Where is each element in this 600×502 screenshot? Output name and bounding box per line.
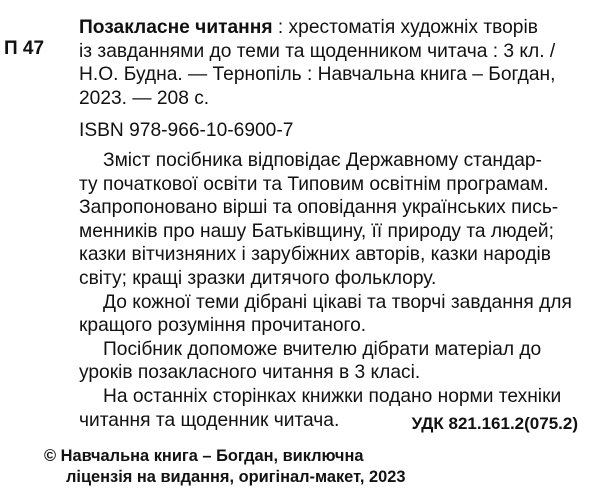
bibliographic-line-1	[79, 16, 579, 40]
abstract-line: Запропоновано вірші та оповідання українських пись-	[79, 197, 559, 219]
abstract-line: уроків позакласного читання в 3 класі.	[79, 362, 421, 384]
bibliographic-line-4: 2023. — 208 с.	[79, 87, 210, 109]
copyright-notice	[44, 446, 464, 487]
abstract-line: світу; кращі зразки дитячого фольклору.	[79, 267, 437, 289]
book-title: Позакласне читання	[79, 17, 273, 38]
abstract	[79, 149, 579, 432]
bibliographic-line-2: із завданнями до теми та щоденником читача : 3 кл. /	[79, 40, 556, 62]
abstract-line: Зміст посібника відповідає Державному стандар-	[103, 150, 542, 171]
abstract-line: Посібник допоможе вчителю дібрати матеріал до	[103, 338, 542, 360]
copyright-line-1: © Навчальна книга – Богдан, виключна	[44, 447, 364, 465]
abstract-line: читання та щоденник читача.	[79, 409, 340, 431]
catalog-code: П 47	[4, 38, 45, 59]
book-subtitle: : хрестоматія художніх творів	[272, 17, 538, 38]
bibliographic-line-3: Н.О. Будна. — Тернопіль : Навчальна книга – Богдан,	[79, 64, 556, 86]
bibliographic-description	[79, 16, 579, 110]
abstract-line: На останніх сторінках книжки подано норми техніки	[103, 385, 562, 407]
abstract-line: ту початкової освіти та Типовим освітнім програмам.	[79, 173, 549, 195]
abstract-line: кращого розуміння прочитаного.	[79, 315, 367, 337]
abstract-line: менників про нашу Батьківщину, її природу та людей;	[79, 220, 554, 242]
copyright-line-2: ліцензія на видання, оригінал-макет, 2023	[66, 467, 406, 486]
udk-code: УДК 821.161.2(075.2)	[411, 414, 578, 433]
abstract-line: казки вітчизняних і зарубіжних авторів, казки народів	[79, 244, 551, 266]
abstract-line: До кожної теми дібрані цікаві та творчі завдання для	[103, 291, 572, 313]
isbn: ISBN 978-966-10-6900-7	[79, 120, 294, 141]
